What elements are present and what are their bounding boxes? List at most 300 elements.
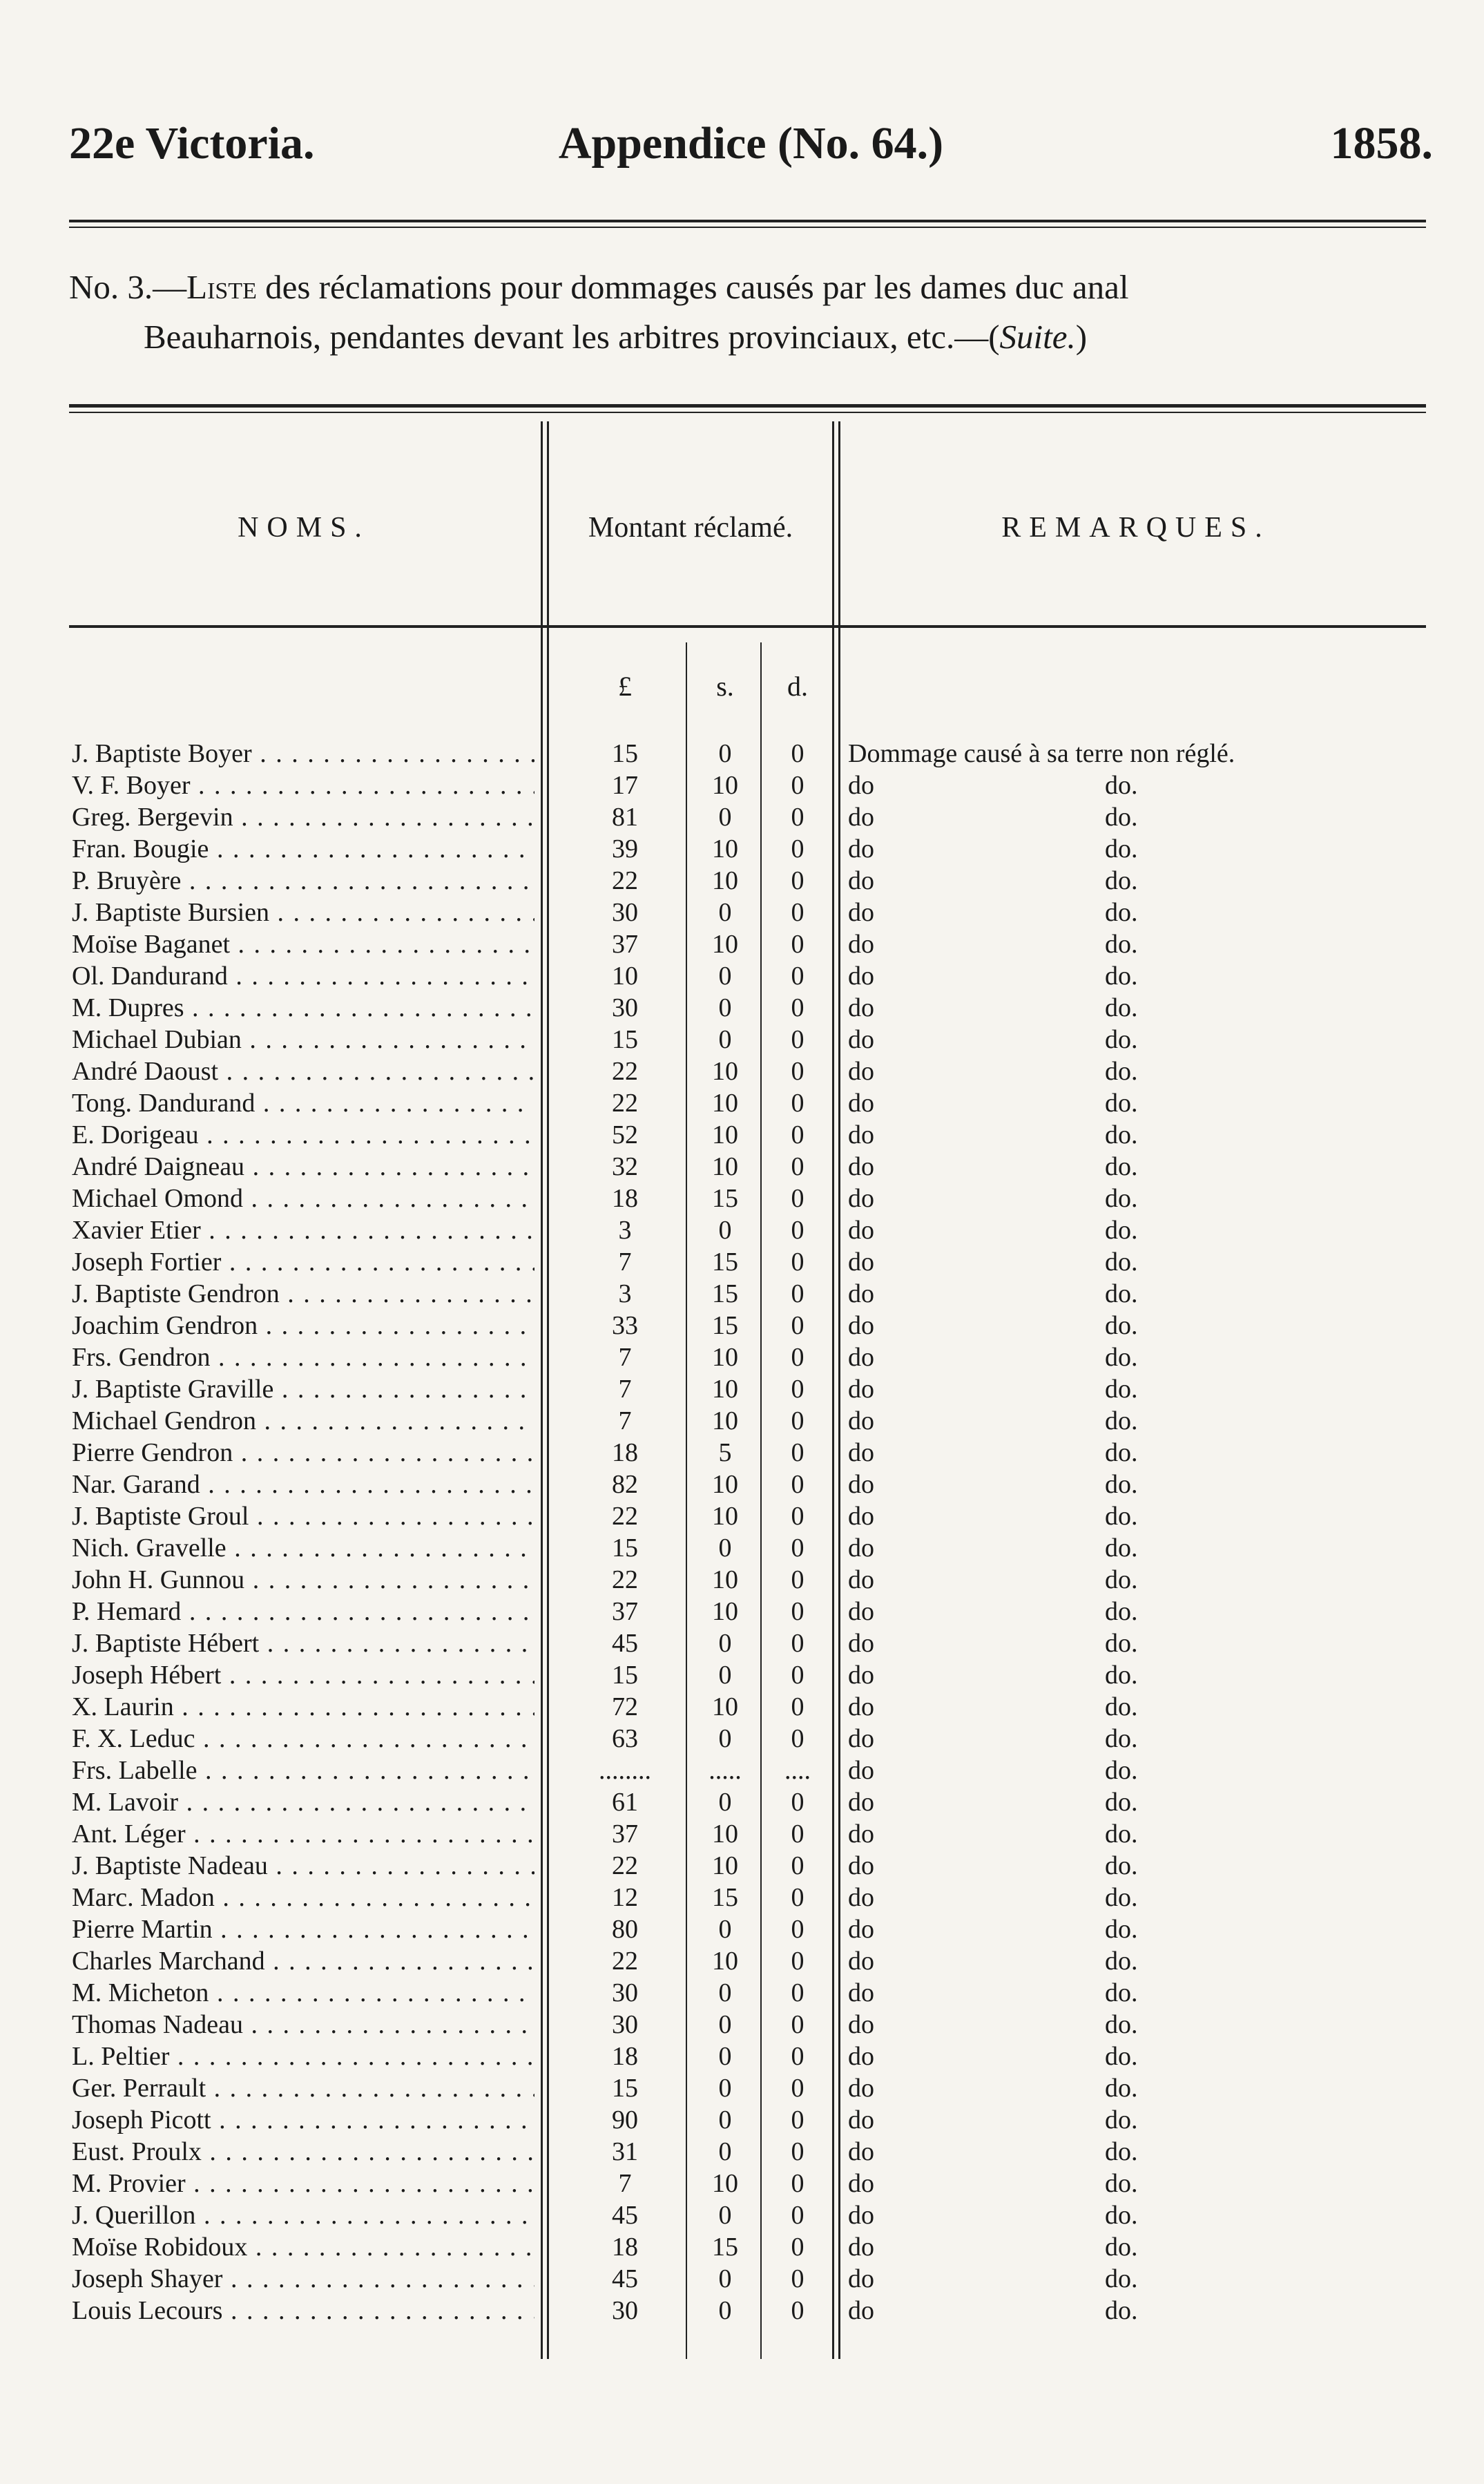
remark: do	[848, 1756, 874, 1785]
table-row	[0, 1818, 1484, 1850]
remark: do	[848, 1216, 874, 1245]
subheader-pence: d.	[787, 671, 808, 702]
remark-ditto: do.	[1105, 1915, 1138, 1944]
claimant-name: M. Provier . . .	[72, 2168, 534, 2199]
remark: do	[848, 1089, 874, 1118]
remark: do	[848, 1406, 874, 1435]
amount-pence: 0	[791, 1534, 804, 1563]
amount-pence: 0	[791, 1978, 804, 2007]
amount-pounds: 7	[618, 1248, 632, 1277]
amount-shillings: 0	[718, 1788, 732, 1817]
amount-pence: 0	[791, 2233, 804, 2262]
caption-line2: Beauharnois, pendantes devant les arbitres provinciaux, etc.—(	[144, 318, 1000, 356]
remark-ditto: do.	[1105, 1978, 1138, 2007]
claimant-name: Joachim Gendron . . .	[72, 1310, 534, 1341]
amount-pounds: 31	[612, 2137, 638, 2166]
amount-pounds: 82	[612, 1470, 638, 1499]
claimant-name: P. Hemard . . .	[72, 1596, 534, 1627]
claimant-name: Ol. Dandurand . . .	[72, 960, 534, 992]
claimant-name: Pierre Gendron . . .	[72, 1437, 534, 1469]
table-row	[0, 1087, 1484, 1119]
remark-ditto: do.	[1105, 2264, 1138, 2293]
remark-ditto: do.	[1105, 1406, 1138, 1435]
amount-shillings: 10	[712, 866, 738, 895]
amount-pence: 0	[791, 1025, 804, 1054]
amount-pounds: 33	[612, 1311, 638, 1340]
amount-pounds: 37	[612, 1597, 638, 1626]
remark: do	[848, 2201, 874, 2230]
header-appendix: Appendice (No. 64.)	[558, 118, 944, 169]
header-rule-bottom	[69, 227, 1426, 228]
amount-shillings: 0	[718, 993, 732, 1022]
claimant-name: M. Lavoir . . .	[72, 1786, 534, 1818]
remark: do	[848, 930, 874, 959]
remark-ditto: do.	[1105, 1343, 1138, 1372]
remark: do	[848, 2137, 874, 2166]
remark: do	[848, 1851, 874, 1880]
amount-shillings: 0	[718, 962, 732, 991]
amount-pounds: 7	[618, 2169, 632, 2198]
remark: do	[848, 834, 874, 863]
table-row	[0, 1786, 1484, 1818]
amount-pence: 0	[791, 1851, 804, 1880]
amount-shillings: 15	[712, 1248, 738, 1277]
amount-pounds: 37	[612, 930, 638, 959]
amount-shillings: 15	[712, 1279, 738, 1308]
amount-pence: 0	[791, 1661, 804, 1690]
amount-shillings: 15	[712, 1883, 738, 1912]
amount-shillings: 10	[712, 1692, 738, 1721]
amount-shillings: 10	[712, 2169, 738, 2198]
table-caption	[69, 262, 1429, 362]
table-row	[0, 1373, 1484, 1405]
remark-ditto: do.	[1105, 2233, 1138, 2262]
table-row	[0, 1977, 1484, 2009]
remark-ditto: do.	[1105, 1025, 1138, 1054]
amount-shillings: 0	[718, 1629, 732, 1658]
table-row	[0, 1214, 1484, 1246]
amount-pounds: ........	[599, 1756, 651, 1785]
remark-ditto: do.	[1105, 2074, 1138, 2103]
amount-pounds: 45	[612, 2201, 638, 2230]
remark-ditto: do.	[1105, 2010, 1138, 2039]
table-row	[0, 1627, 1484, 1659]
amount-pence: 0	[791, 1057, 804, 1086]
column-header-remarques: REMARQUES.	[1001, 512, 1271, 544]
claimant-name: P. Bruyère . . .	[72, 865, 534, 897]
amount-shillings: 10	[712, 1375, 738, 1404]
table-row	[0, 2104, 1484, 2136]
amount-pence: 0	[791, 1311, 804, 1340]
amount-pence: 0	[791, 993, 804, 1022]
claimant-name: M. Micheton . . .	[72, 1977, 534, 2009]
amount-pence: 0	[791, 1438, 804, 1467]
amount-pounds: 32	[612, 1152, 638, 1181]
amount-pounds: 30	[612, 1978, 638, 2007]
remark: do	[848, 1120, 874, 1149]
amount-shillings: 0	[718, 898, 732, 927]
table-row	[0, 833, 1484, 865]
amount-shillings: 0	[718, 1915, 732, 1944]
remark: do	[848, 1502, 874, 1531]
claimant-name: J. Baptiste Boyer . . .	[72, 738, 534, 770]
amount-pounds: 3	[618, 1216, 632, 1245]
column-header-rule	[69, 625, 1426, 628]
remark-ditto: do.	[1105, 1819, 1138, 1848]
amount-shillings: 0	[718, 1025, 732, 1054]
amount-shillings: 0	[718, 1978, 732, 2007]
table-row	[0, 1310, 1484, 1341]
remark: do	[848, 1629, 874, 1658]
amount-shillings: 0	[718, 2137, 732, 2166]
amount-pounds: 22	[612, 866, 638, 895]
remark-ditto: do.	[1105, 1279, 1138, 1308]
amount-shillings: 10	[712, 1152, 738, 1181]
amount-pence: 0	[791, 1120, 804, 1149]
amount-pounds: 18	[612, 2042, 638, 2071]
amount-pence: 0	[791, 1279, 804, 1308]
claimant-name: Michael Omond . . .	[72, 1183, 534, 1214]
amount-pounds: 10	[612, 962, 638, 991]
remark: do	[848, 1343, 874, 1372]
remark-ditto: do.	[1105, 1724, 1138, 1753]
remark-ditto: do.	[1105, 2296, 1138, 2325]
amount-pence: 0	[791, 2264, 804, 2293]
remark-ditto: do.	[1105, 866, 1138, 895]
caption-close: )	[1075, 318, 1088, 356]
remark: do	[848, 1057, 874, 1086]
claimant-name: J. Baptiste Gendron . . .	[72, 1278, 534, 1310]
remark: do	[848, 1311, 874, 1340]
remark: do	[848, 1565, 874, 1594]
table-row	[0, 1183, 1484, 1214]
amount-pence: 0	[791, 2169, 804, 2198]
claimant-name: F. X. Leduc . . .	[72, 1723, 534, 1755]
amount-pence: 0	[791, 739, 804, 768]
remark-ditto: do.	[1105, 2169, 1138, 2198]
amount-shillings: 10	[712, 1565, 738, 1594]
remark: do	[848, 1534, 874, 1563]
remark-ditto: do.	[1105, 1311, 1138, 1340]
amount-pounds: 81	[612, 803, 638, 832]
amount-pounds: 80	[612, 1915, 638, 1944]
table-row	[0, 1437, 1484, 1469]
remark: do	[848, 1597, 874, 1626]
remark: do	[848, 1947, 874, 1976]
table-row	[0, 1532, 1484, 1564]
table-row	[0, 1055, 1484, 1087]
remark-ditto: do.	[1105, 2042, 1138, 2071]
caption-line1: des réclamations pour dommages causés par les dames duc anal	[256, 268, 1129, 306]
claimant-name: Tong. Dandurand . . .	[72, 1087, 534, 1119]
amount-pounds: 7	[618, 1375, 632, 1404]
remark-ditto: do.	[1105, 1248, 1138, 1277]
remark-ditto: do.	[1105, 1502, 1138, 1531]
amount-pounds: 63	[612, 1724, 638, 1753]
remark-ditto: do.	[1105, 1756, 1138, 1785]
amount-pence: 0	[791, 1947, 804, 1976]
amount-pounds: 30	[612, 993, 638, 1022]
table-rule-top	[69, 404, 1426, 408]
table-row	[0, 992, 1484, 1024]
remark: do	[848, 1152, 874, 1181]
amount-pence: 0	[791, 1597, 804, 1626]
remark: do	[848, 1279, 874, 1308]
amount-pence: 0	[791, 1692, 804, 1721]
amount-pence: 0	[791, 2010, 804, 2039]
amount-shillings: 0	[718, 1534, 732, 1563]
remark-ditto: do.	[1105, 2201, 1138, 2230]
amount-pounds: 52	[612, 1120, 638, 1149]
remark-ditto: do.	[1105, 1184, 1138, 1213]
claimant-name: J. Baptiste Nadeau . . .	[72, 1850, 534, 1882]
table-row	[0, 1945, 1484, 1977]
claimant-name: John H. Gunnou . . .	[72, 1564, 534, 1596]
claimant-name: Eust. Proulx . . .	[72, 2136, 534, 2168]
amount-shillings: 10	[712, 1470, 738, 1499]
amount-pence: 0	[791, 866, 804, 895]
amount-pence: 0	[791, 2074, 804, 2103]
table-row	[0, 2231, 1484, 2263]
table-row	[0, 2263, 1484, 2295]
header-rule-top	[69, 220, 1426, 222]
amount-pounds: 72	[612, 1692, 638, 1721]
remark-ditto: do.	[1105, 1565, 1138, 1594]
amount-pounds: 18	[612, 2233, 638, 2262]
amount-pounds: 39	[612, 834, 638, 863]
remark: do	[848, 993, 874, 1022]
remark-ditto: do.	[1105, 1692, 1138, 1721]
remark: do	[848, 2169, 874, 2198]
remark-ditto: do.	[1105, 1629, 1138, 1658]
claimant-name: André Daoust . . .	[72, 1055, 534, 1087]
amount-shillings: 0	[718, 2296, 732, 2325]
claimant-name: V. F. Boyer . . .	[72, 770, 534, 801]
remark-ditto: do.	[1105, 1216, 1138, 1245]
table-row	[0, 2072, 1484, 2104]
remark: do	[848, 771, 874, 800]
remark-ditto: do.	[1105, 1661, 1138, 1690]
amount-shillings: 10	[712, 1597, 738, 1626]
amount-shillings: 0	[718, 2042, 732, 2071]
amount-shillings: 0	[718, 1661, 732, 1690]
claimant-name: Ger. Perrault . . .	[72, 2072, 534, 2104]
remark: do	[848, 1025, 874, 1054]
table-row	[0, 770, 1484, 801]
table-row	[0, 1596, 1484, 1627]
amount-pounds: 15	[612, 1025, 638, 1054]
claimant-name: Joseph Hébert . . .	[72, 1659, 534, 1691]
table-row	[0, 1755, 1484, 1786]
amount-pounds: 15	[612, 739, 638, 768]
remark-ditto: do.	[1105, 1851, 1138, 1880]
remark: do	[848, 1438, 874, 1467]
amount-pence: 0	[791, 2105, 804, 2134]
table-row	[0, 1500, 1484, 1532]
header-session: 22e Victoria.	[69, 118, 315, 169]
table-row	[0, 738, 1484, 770]
remark-ditto: do.	[1105, 1597, 1138, 1626]
amount-pence: 0	[791, 1184, 804, 1213]
amount-pence: 0	[791, 771, 804, 800]
remark-ditto: do.	[1105, 1120, 1138, 1149]
claimant-name: Ant. Léger . . .	[72, 1818, 534, 1850]
table-row	[0, 1246, 1484, 1278]
amount-shillings: 0	[718, 2264, 732, 2293]
amount-pence: 0	[791, 1724, 804, 1753]
table-row	[0, 2295, 1484, 2327]
amount-pence: 0	[791, 962, 804, 991]
remark-ditto: do.	[1105, 1152, 1138, 1181]
amount-pence: 0	[791, 1152, 804, 1181]
claimant-name: Thomas Nadeau . . .	[72, 2009, 534, 2041]
remark: do	[848, 1978, 874, 2007]
remark: do	[848, 2264, 874, 2293]
amount-pence: 0	[791, 1470, 804, 1499]
remark: do	[848, 1788, 874, 1817]
claimant-name: Marc. Madon . . .	[72, 1882, 534, 1913]
claimant-name: Frs. Labelle . . .	[72, 1755, 534, 1786]
table-row	[0, 1278, 1484, 1310]
amount-pence: 0	[791, 1565, 804, 1594]
remark: do	[848, 2233, 874, 2262]
amount-pounds: 22	[612, 1565, 638, 1594]
amount-shillings: 5	[718, 1438, 732, 1467]
amount-pence: 0	[791, 1375, 804, 1404]
amount-pounds: 3	[618, 1279, 632, 1308]
remark: do	[848, 2010, 874, 2039]
running-header	[69, 117, 1433, 180]
remark-ditto: do.	[1105, 993, 1138, 1022]
amount-shillings: 0	[718, 2010, 732, 2039]
amount-pence: 0	[791, 803, 804, 832]
claimant-name: André Daigneau . . .	[72, 1151, 534, 1183]
remark-ditto: do.	[1105, 2137, 1138, 2166]
table-row	[0, 1882, 1484, 1913]
remark-ditto: do.	[1105, 2105, 1138, 2134]
remark: do	[848, 1184, 874, 1213]
claimant-name: Frs. Gendron . . .	[72, 1341, 534, 1373]
amount-pounds: 30	[612, 898, 638, 927]
table-row	[0, 1341, 1484, 1373]
claimant-name: Joseph Fortier . . .	[72, 1246, 534, 1278]
amount-pence: 0	[791, 1343, 804, 1372]
table-row	[0, 1024, 1484, 1055]
amount-pounds: 15	[612, 2074, 638, 2103]
amount-pounds: 12	[612, 1883, 638, 1912]
claimant-name: J. Querillon . . .	[72, 2199, 534, 2231]
subheader-shillings: s.	[716, 671, 734, 702]
remark: do	[848, 1375, 874, 1404]
table-row	[0, 1469, 1484, 1500]
amount-shillings: 10	[712, 1057, 738, 1086]
table-row	[0, 897, 1484, 928]
amount-pounds: 18	[612, 1438, 638, 1467]
caption-number: No. 3.—	[69, 268, 187, 306]
table-row	[0, 1659, 1484, 1691]
amount-pounds: 18	[612, 1184, 638, 1213]
amount-pounds: 61	[612, 1788, 638, 1817]
amount-pence: 0	[791, 2201, 804, 2230]
caption-title: Liste	[186, 268, 257, 306]
table-row	[0, 2168, 1484, 2199]
remark: do	[848, 1692, 874, 1721]
remark: do	[848, 1915, 874, 1944]
claimant-name: Nich. Gravelle . . .	[72, 1532, 534, 1564]
remark: do	[848, 1470, 874, 1499]
table-row	[0, 801, 1484, 833]
remark-ditto: do.	[1105, 1883, 1138, 1912]
amount-shillings: 0	[718, 739, 732, 768]
claimant-name: Nar. Garand . . .	[72, 1469, 534, 1500]
amount-pence: 0	[791, 1216, 804, 1245]
remark-ditto: do.	[1105, 930, 1138, 959]
amount-pence: 0	[791, 2296, 804, 2325]
amount-shillings: 15	[712, 1311, 738, 1340]
amount-pounds: 17	[612, 771, 638, 800]
claimant-name: Pierre Martin . . .	[72, 1913, 534, 1945]
claims-table-body	[0, 738, 1484, 2327]
amount-shillings: 0	[718, 2074, 732, 2103]
amount-pence: 0	[791, 1629, 804, 1658]
amount-pounds: 22	[612, 1851, 638, 1880]
remark: do	[848, 1819, 874, 1848]
remark-ditto: do.	[1105, 1438, 1138, 1467]
amount-pence: ....	[784, 1756, 811, 1785]
claimant-name: Fran. Bougie . . .	[72, 833, 534, 865]
remark-ditto: do.	[1105, 1788, 1138, 1817]
remark: do	[848, 1883, 874, 1912]
amount-shillings: 10	[712, 1819, 738, 1848]
remark: do	[848, 1724, 874, 1753]
amount-pence: 0	[791, 834, 804, 863]
amount-shillings: 10	[712, 1502, 738, 1531]
remark: do	[848, 962, 874, 991]
table-row	[0, 2041, 1484, 2072]
amount-pounds: 90	[612, 2105, 638, 2134]
amount-shillings: 10	[712, 1947, 738, 1976]
remark: Dommage causé à sa terre non réglé.	[848, 739, 1235, 768]
remark: do	[848, 898, 874, 927]
amount-pounds: 30	[612, 2010, 638, 2039]
claimant-name: Louis Lecours . . .	[72, 2295, 534, 2327]
amount-shillings: 10	[712, 834, 738, 863]
amount-pence: 0	[791, 1089, 804, 1118]
claimant-name: X. Laurin . . .	[72, 1691, 534, 1723]
amount-pounds: 7	[618, 1343, 632, 1372]
remark: do	[848, 866, 874, 895]
amount-pence: 0	[791, 1883, 804, 1912]
amount-pounds: 22	[612, 1947, 638, 1976]
amount-shillings: .....	[709, 1756, 742, 1785]
amount-pounds: 7	[618, 1406, 632, 1435]
remark-ditto: do.	[1105, 803, 1138, 832]
claimant-name: Moïse Baganet . . .	[72, 928, 534, 960]
table-row	[0, 928, 1484, 960]
claimant-name: E. Dorigeau . . .	[72, 1119, 534, 1151]
remark-ditto: do.	[1105, 1470, 1138, 1499]
remark-ditto: do.	[1105, 1375, 1138, 1404]
amount-pounds: 37	[612, 1819, 638, 1848]
claimant-name: Michael Gendron . . .	[72, 1405, 534, 1437]
amount-shillings: 0	[718, 2201, 732, 2230]
amount-pence: 0	[791, 1788, 804, 1817]
claimant-name: J. Baptiste Hébert . . .	[72, 1627, 534, 1659]
column-header-montant: Montant réclamé.	[588, 512, 793, 544]
amount-pounds: 22	[612, 1502, 638, 1531]
amount-pounds: 45	[612, 2264, 638, 2293]
amount-shillings: 0	[718, 2105, 732, 2134]
